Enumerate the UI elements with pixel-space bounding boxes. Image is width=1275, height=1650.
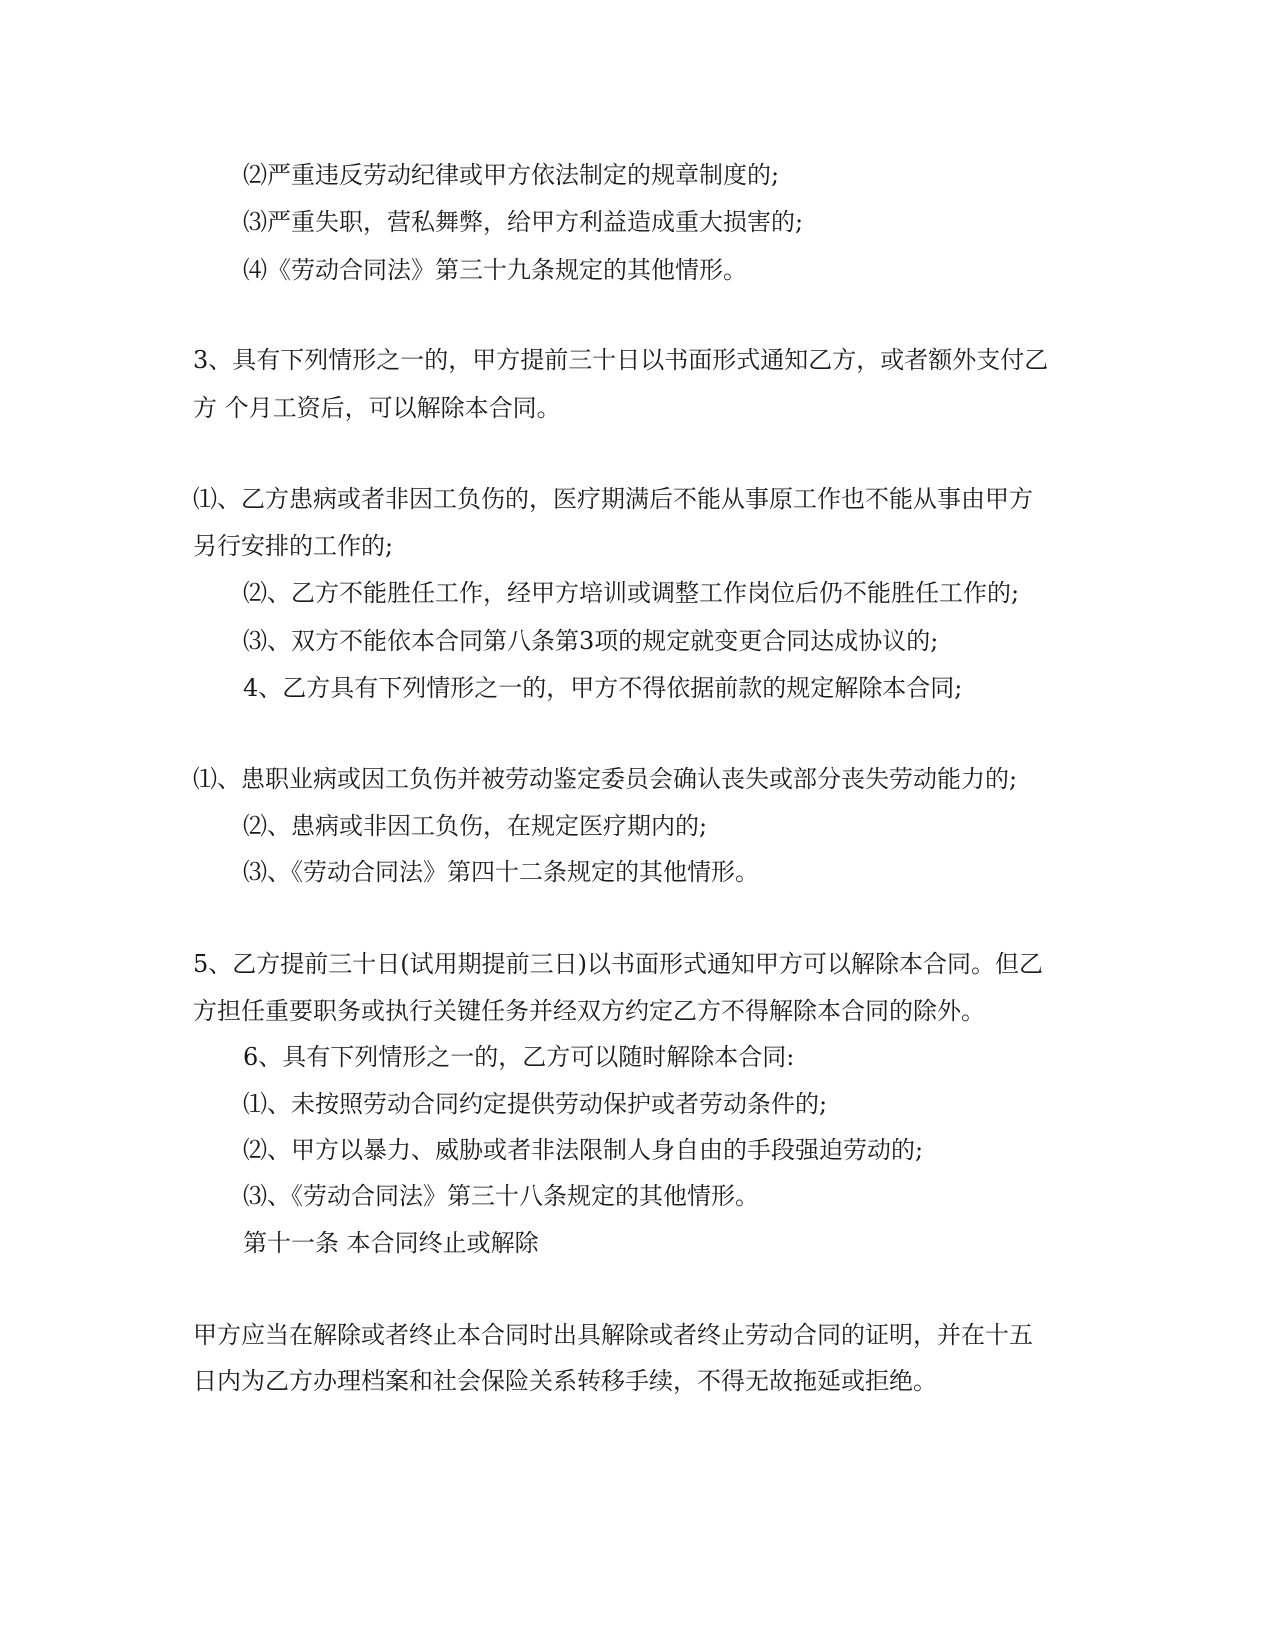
clause-line: 6、具有下列情形之一的，乙方可以随时解除本合同:	[243, 1043, 795, 1071]
clause-line: ⑶严重失职，营私舞弊，给甲方利益造成重大损害的;	[243, 208, 804, 236]
clause-line: ⑵严重违反劳动纪律或甲方依法制定的规章制度的;	[243, 161, 780, 189]
clause-line: 方担任重要职务或执行关键任务并经双方约定乙方不得解除本合同的除外。	[193, 997, 985, 1025]
clause-line: ⑵、甲方以暴力、威胁或者非法限制人身自由的手段强迫劳动的;	[243, 1136, 924, 1164]
clause-line: ⑴、未按照劳动合同约定提供劳动保护或者劳动条件的;	[243, 1090, 828, 1118]
clause-line: 另行安排的工作的;	[193, 532, 394, 560]
clause-line: 5、乙方提前三十日(试用期提前三日)以书面形式通知甲方可以解除本合同。但乙	[193, 950, 1043, 978]
clause-line: 4、乙方具有下列情形之一的，甲方不得依据前款的规定解除本合同;	[243, 674, 963, 702]
clause-line: 甲方应当在解除或者终止本合同时出具解除或者终止劳动合同的证明，并在十五	[193, 1321, 1033, 1349]
clause-line: ⑵、乙方不能胜任工作，经甲方培训或调整工作岗位后仍不能胜任工作的;	[243, 579, 1020, 607]
clause-line: 方 个月工资后，可以解除本合同。	[193, 394, 561, 422]
clause-line: ⑷《劳动合同法》第三十九条规定的其他情形。	[243, 256, 747, 284]
clause-line: ⑵、患病或非因工负伤，在规定医疗期内的;	[243, 812, 708, 840]
clause-line: 日内为乙方办理档案和社会保险关系转移手续，不得无故拖延或拒绝。	[193, 1367, 937, 1395]
clause-line: ⑶、《劳动合同法》第三十八条规定的其他情形。	[243, 1182, 759, 1210]
clause-line: ⑴、患职业病或因工负伤并被劳动鉴定委员会确认丧失或部分丧失劳动能力的;	[193, 765, 1018, 793]
clause-line: ⑴、乙方患病或者非因工负伤的，医疗期满后不能从事原工作也不能从事由甲方	[193, 485, 1033, 513]
clause-line: ⑶、《劳动合同法》第四十二条规定的其他情形。	[243, 858, 759, 886]
clause-line: ⑶、双方不能依本合同第八条第3项的规定就变更合同达成协议的;	[243, 627, 939, 655]
section-heading: 第十一条 本合同终止或解除	[243, 1229, 539, 1257]
clause-line: 3、具有下列情形之一的，甲方提前三十日以书面形式通知乙方，或者额外支付乙	[193, 346, 1049, 374]
